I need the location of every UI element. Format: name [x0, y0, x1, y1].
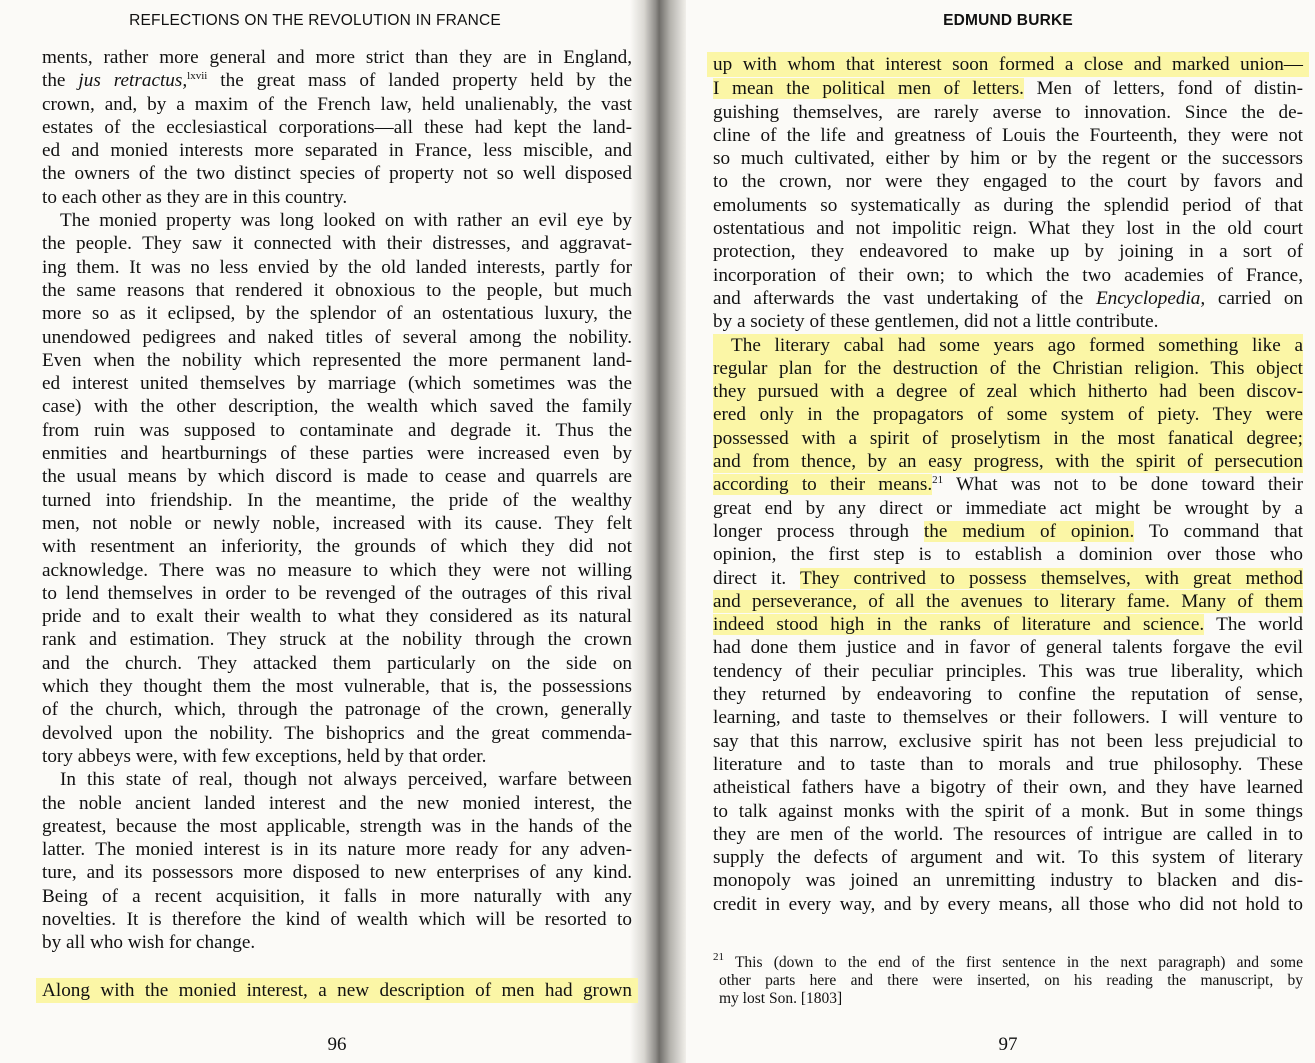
highlighted-line: and from thence, by an easy progress, with the spirit of persecution — [713, 451, 1303, 473]
highlighted-line: regular plan for the destruction of the Christian religion. This object — [713, 357, 1303, 379]
text-line: emoluments so systematically as during the splendid period of that — [713, 194, 1303, 216]
text-line: more so as it eclipsed, by the splendor of an ostentatious luxury, the — [42, 303, 632, 325]
footnote — [713, 951, 1303, 1008]
text-line: novelties. It is therefore the kind of wealth which will be resorted to — [42, 908, 632, 930]
highlighted-line: ered only in the propagators of some system of piety. They were — [713, 404, 1303, 426]
highlighted-phrase: the medium of opinion. — [923, 520, 1135, 542]
text-line: ture, and its possessors more disposed to new enterprises of any kind. — [42, 862, 632, 884]
footnote-number: 21 — [713, 951, 724, 963]
text-line: rank and estimation. They struck at the nobility through the crown — [42, 629, 632, 651]
text-line: the people. They saw it connected with their distresses, and aggravat- — [42, 233, 632, 255]
text-line: pride and to exalt their wealth to what they considered as its natural — [42, 606, 632, 628]
book-gutter — [630, 0, 686, 1063]
text-line: men, not noble or newly noble, increased with its cause. They felt — [42, 512, 632, 534]
text-line: the jus retractus,$^{lxvii}$ the great mass of landed property held by the — [42, 70, 632, 92]
text-line: The monied property was long looked on with rather an evil eye by — [60, 210, 632, 232]
text-line: to each other as they are in this country. — [42, 186, 348, 208]
highlighted-phrase: indeed stood high in the ranks of literature and science. — [713, 614, 1205, 636]
text-line: which they thought them the most vulnerable, that is, the possessions — [42, 676, 632, 698]
text-line: by all who wish for change. — [42, 932, 256, 954]
text-line: case) with the other description, the wealth which saved the family — [42, 396, 632, 418]
page-number-left: 96 — [327, 1034, 347, 1055]
text-line: turned into friendship. In the meantime, the pride of the wealthy — [42, 489, 632, 511]
text-line: the owners of the two distinct species of property not so well disposed — [42, 163, 632, 185]
text-line: ed interest united themselves by marriage (which sometimes was the — [42, 373, 632, 395]
text-line: atheistical fathers have a bigotry of their own, and they have learned — [713, 777, 1303, 799]
text-line: literature and to taste than to morals and true philosophy. These — [713, 753, 1303, 775]
left-page — [42, 0, 632, 1063]
text-line: greatest, because the most applicable, strength was in the hands of the — [42, 815, 632, 837]
highlighted-phrase: according to their means. — [713, 474, 933, 496]
highlighted-line: up with whom that interest soon formed a close and marked union— — [707, 52, 1309, 77]
text-line: of the church, which, through the patronage of the crown, generally — [42, 699, 632, 721]
text-line: great end by any direct or immediate act might be wrought by a — [713, 497, 1303, 519]
text-line: from ruin was supposed to contaminate and degrade it. Thus the — [42, 419, 632, 441]
text-line: the usual means by which discord is made to cease and quarrels are — [42, 466, 632, 488]
highlighted-line: and perseverance, of all the avenues to literary fame. Many of them — [713, 590, 1303, 612]
text-line: and the church. They attacked them particularly on the side on — [42, 652, 632, 674]
highlighted-phrase: They contrived to possess themselves, with great method — [799, 567, 1304, 589]
text-line: indeed stood high in the ranks of literature and science. The world — [713, 614, 1303, 636]
text-line: Even when the nobility which represented the more permanent land- — [42, 349, 632, 371]
highlighted-line: Along with the monied interest, a new description of men had grown — [36, 978, 638, 1003]
footnote-marker: 21 — [932, 474, 944, 487]
text-line: cline of the life and greatness of Louis the Fourteenth, they were not — [713, 124, 1303, 146]
text-line: protection, they endeavored to make up by joining in a sort of — [713, 241, 1303, 263]
text-line: the same reasons that rendered it obnoxious to the people, but much — [42, 279, 632, 301]
jus-retractus-term: jus retractus, — [78, 70, 188, 92]
text-line: acknowledge. There was no measure to which they were not willing — [42, 559, 632, 581]
text-line: In this state of real, though not always perceived, warfare between — [60, 769, 632, 791]
text-line: guishing themselves, are rarely averse to innovation. Since the de- — [713, 101, 1303, 123]
text-line: had done them justice and in favor of general talents forgave the evil — [713, 637, 1303, 659]
encyclopedia-title: Encyclopedia, — [1095, 287, 1206, 309]
text-line: according to their means.$^{21}$ What was not to be done toward their — [713, 474, 1304, 496]
highlighted-line: The literary cabal had some years ago formed something like a — [713, 334, 1303, 357]
text-line: learning, and taste to themselves or their followers. I will venture to — [713, 707, 1303, 729]
right-page — [713, 0, 1303, 1063]
text-line: supply the defects of argument and wit. To this system of literary — [713, 847, 1303, 869]
text-line: by a society of these gentlemen, did not a little contribute. — [713, 311, 1159, 333]
right-page-body — [713, 52, 1303, 916]
text-line: ing them. It was no less envied by the old landed interests, partly for — [42, 256, 632, 278]
text-line: incorporation of their own; to which the two academies of France, — [713, 264, 1303, 286]
text-line: with resentment an inferiority, the grounds of which they did not — [42, 536, 632, 558]
text-line: to the crown, nor were they engaged to the court by favors and — [713, 171, 1303, 193]
text-line: I mean the political men of letters. Men of letters, fond of distin- — [713, 78, 1303, 100]
text-line: latter. The monied interest is in its nature more ready for any adven- — [42, 839, 632, 861]
endnote-marker: lxvii — [187, 70, 208, 83]
text-line: monopoly was joined an unremitting industry to blacken and dis- — [713, 870, 1303, 892]
text-line: ostentatious and not impolitic reign. What they lost in the old court — [713, 218, 1303, 240]
text-line: so much cultivated, either by him or by the regent or the successors — [713, 148, 1303, 170]
text-line: ments, rather more general and more strict than they are in England, — [42, 47, 632, 68]
page-number-right: 97 — [998, 1034, 1018, 1055]
text-line: direct it. They contrived to possess themselves, with great method — [713, 567, 1304, 589]
text-line: and afterwards the vast undertaking of the Encyclopedia, carried on — [713, 287, 1304, 309]
text-line: tendency of their peculiar principles. This was true liberality, which — [713, 660, 1303, 682]
footnote-line: my lost Son. [1803] — [719, 990, 843, 1007]
running-head-left: REFLECTIONS ON THE REVOLUTION IN FRANCE — [129, 12, 501, 29]
text-line: they are men of the world. The resources of intrigue are called in to — [713, 823, 1303, 845]
text-line: the noble ancient landed interest and the new monied interest, the — [42, 792, 632, 814]
text-line: to lend themselves in order to be revenged of the outrages of this rival — [42, 582, 632, 604]
highlighted-line: they pursued with a degree of zeal which hitherto had been discov- — [713, 381, 1303, 403]
footnote-line: $^{21}$ This (down to the end of the first sentence in the next paragraph) and some — [713, 951, 1303, 971]
text-line: devolved upon the nobility. The bishoprics and the great commenda- — [42, 722, 632, 744]
text-line: say that this narrow, exclusive spirit has not been less prejudicial to — [713, 730, 1303, 752]
left-page-body — [42, 46, 632, 1003]
text-line: unendowed pedigrees and naked titles of several among the nobility. — [42, 326, 632, 348]
text-line: estates of the ecclesiastical corporations—all these had kept the land- — [42, 116, 632, 138]
text-line: to talk against monks with the spirit of a monk. But in some things — [713, 800, 1303, 822]
text-line: crown, and, by a maxim of the French law, held unalienably, the vast — [42, 93, 632, 115]
highlighted-phrase: I mean the political men of letters. — [713, 78, 1024, 100]
text-line: credit in every way, and by every means, all those who did not hold to — [713, 893, 1303, 915]
highlighted-line: possessed with a spirit of proselytism in the most fanatical degree; — [713, 427, 1303, 449]
running-head-right: EDMUND BURKE — [943, 12, 1073, 29]
text-line: they returned by endeavoring to confine the reputation of sense, — [713, 684, 1303, 706]
text-line: ed and monied interests more separated in France, less miscible, and — [42, 140, 632, 162]
text-line: longer process through the medium of opinion. To command that — [713, 520, 1303, 542]
text-line: opinion, the first step is to establish a dominion over those who — [713, 544, 1303, 566]
text-line: enmities and heartburnings of these parties were increased even by — [42, 443, 632, 465]
text-line: Being of a recent acquisition, it falls in more naturally with any — [42, 885, 632, 907]
text-line: tory abbeys were, with few exceptions, held by that order. — [42, 745, 487, 767]
footnote-line: other parts here and there were inserted, on his reading the manuscript, by — [719, 972, 1303, 989]
